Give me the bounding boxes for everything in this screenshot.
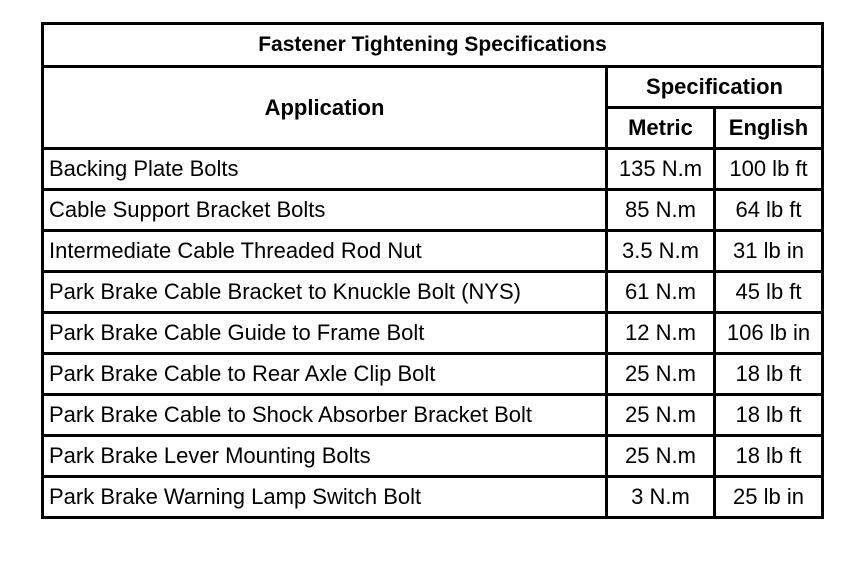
table-row	[43, 395, 823, 436]
specification-header: Specification	[607, 67, 823, 108]
metric-cell: 25 N.m	[607, 395, 715, 436]
english-cell: 25 lb in	[715, 477, 823, 518]
application-cell: Park Brake Cable to Rear Axle Clip Bolt	[43, 354, 607, 395]
english-cell: 64 lb ft	[715, 190, 823, 231]
table-body	[43, 149, 823, 518]
metric-cell: 135 N.m	[607, 149, 715, 190]
title-row	[43, 24, 823, 67]
english-cell: 18 lb ft	[715, 354, 823, 395]
metric-header: Metric	[607, 108, 715, 149]
metric-cell: 3.5 N.m	[607, 231, 715, 272]
table-row	[43, 149, 823, 190]
metric-cell: 3 N.m	[607, 477, 715, 518]
metric-cell: 85 N.m	[607, 190, 715, 231]
english-header: English	[715, 108, 823, 149]
application-cell: Park Brake Cable Bracket to Knuckle Bolt (NYS)	[43, 272, 607, 313]
english-cell: 45 lb ft	[715, 272, 823, 313]
application-header: Application	[43, 67, 607, 149]
application-cell: Park Brake Cable to Shock Absorber Bracket Bolt	[43, 395, 607, 436]
application-cell: Park Brake Lever Mounting Bolts	[43, 436, 607, 477]
header-row-1	[43, 67, 823, 108]
application-cell: Intermediate Cable Threaded Rod Nut	[43, 231, 607, 272]
metric-cell: 25 N.m	[607, 354, 715, 395]
table-row	[43, 272, 823, 313]
application-cell: Backing Plate Bolts	[43, 149, 607, 190]
english-cell: 106 lb in	[715, 313, 823, 354]
english-cell: 18 lb ft	[715, 436, 823, 477]
table-row	[43, 231, 823, 272]
english-cell: 18 lb ft	[715, 395, 823, 436]
table-row	[43, 354, 823, 395]
application-cell: Park Brake Warning Lamp Switch Bolt	[43, 477, 607, 518]
english-cell: 31 lb in	[715, 231, 823, 272]
application-cell: Park Brake Cable Guide to Frame Bolt	[43, 313, 607, 354]
metric-cell: 12 N.m	[607, 313, 715, 354]
fastener-spec-table	[41, 22, 824, 519]
table-title: Fastener Tightening Specifications	[43, 24, 823, 67]
table-row	[43, 436, 823, 477]
application-cell: Cable Support Bracket Bolts	[43, 190, 607, 231]
metric-cell: 25 N.m	[607, 436, 715, 477]
english-cell: 100 lb ft	[715, 149, 823, 190]
table-row	[43, 477, 823, 518]
table-row	[43, 190, 823, 231]
metric-cell: 61 N.m	[607, 272, 715, 313]
table-row	[43, 313, 823, 354]
